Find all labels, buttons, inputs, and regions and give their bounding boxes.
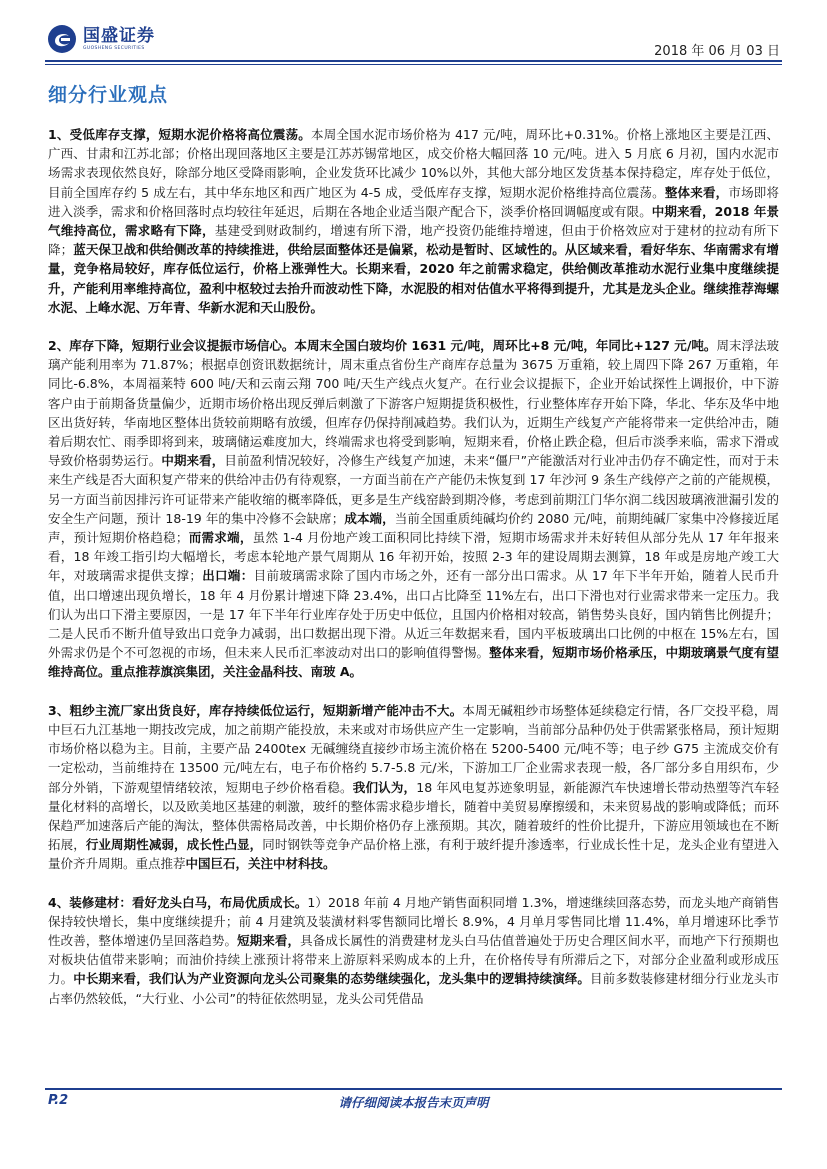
body-text: 目前多数装修建材细分行业龙头市占率仍然较低，“大行业、小公司”的特征依然明显，龙头公司凭借品 [48,971,779,1006]
body-text: 本周全国水泥市场价格为 417 元/吨，周环比+0.31%。价格上涨地区主要是江西、广西、甘肃和江苏北部；价格出现回落地区主要是江苏苏锡常地区，成交价格大幅回落 10 元/吨。进入 5 月底 6 月初，国内水泥市场需求表现依然良好，除部分地区受降雨影响，企业发货环比减少 10%以外，其他大部分地区发货基本保持稳定，库存处于低位，目前全国库存约 5 成左右，其中华东地区和西广地区为 4-5 成，受低库存支撑，短期水泥价格维持高位震荡。 [48,127,779,200]
footer-disclaimer: 请仔细阅读本报告末页声明 [338,1095,489,1110]
body-text: 目前玻璃需求除了国内市场之外，还有一部分出口需求。从 17 年下半年开始，随着人民币升值，出口增速出现负增长，18 年 4 月份累计增速下降 23.4%，出口占比降至 11%左右，出口下滑也对行业需求带来一定压力。我们认为出口下滑主要原因，一是 17 年下半年行业库存处于历史中低位，且国内价格相对较高，销售势头良好，国内销售比例提升；二是人民币不断升值导致出口竞争力减弱，出口数据出现下滑。从近三年数据来看，国内平板玻璃出口比例的中枢在 15%左右，国外需求仍是个不可忽视的市场，但未来人民币汇率波动对出口的影响值得警惕。 [48,568,779,661]
header-divider-thin [45,64,782,65]
bold-text: 而需求端， [188,530,253,546]
section-title: 细分行业观点 [48,84,169,106]
body-text: 基建受到财政制约，增速有所下滑，地产投资仍能维持增速，但由于价格效应对于建材的拉动有所下降； [48,223,779,258]
body-text: 目前盈利情况较好，冷修生产线复产加速，未来“僵尸”产能激活对行业冲击仍存不确定性，而对于未来生产线是否大面积复产带来的供给冲击仍有待观察，一方面当前在产产能仍未恢复到 17 年沙河 9 条生产线停产之前的产能规模，另一方面当前因排污许可证带来产能收缩的概率降低，更多是生产线窑龄到期冷修，考虑到前期江门华尔润二线因玻璃液泄漏引发的安全生产问题，预计 18-19 年的集中冷修不会缺席； [48,453,779,526]
body-text: 同时钢铁等竞争产品价格上涨，有利于玻纤提升渗透率，行业成长性十足，龙头企业有望进入量价齐升周期。重点推荐 [48,837,779,872]
body-text: 具备成长属性的消费建材龙头白马估值普遍处于历史合理区间水平，而地产下行预期也对板块估值带来影响；而油价持续上涨预计将带来上游原料采购成本的上升，在价格传导有所滞后之下，对部分企业盈利或形成压力。 [48,932,779,987]
bold-text: 中期来看， [161,453,225,469]
body-text: 当前全国重质纯碱均价约 2080 元/吨，前期纯碱厂家集中冷修接近尾声，预计短期价格趋稳； [48,510,779,546]
bold-text: 4、装修建材：看好龙头白马，布局优质成长。 [48,894,308,910]
bold-text: 中长期来看，我们认为产业资源向龙头公司聚集的态势继续强化，龙头集中的逻辑持续演绎。 [73,971,591,987]
brand-name: 国盛证券 [83,26,155,46]
bold-text: 行业周期性减弱，成长性凸显， [85,837,263,853]
body-text: 1）2018 年前 4 月地产销售面积同增 1.3%，增速继续回落态势，而龙头地产商销售保持较快增长，集中度继续提升；前 4 月建筑及装潢材料零售额同比增长 8.9%，4 月单月零售同比增 11.4%，单月增速环比季节性改善，整体增速仍呈回落趋势。 [48,894,779,948]
brand-logo [47,24,155,54]
header-divider [45,60,782,62]
bold-text: 短期来看， [237,932,301,948]
brand-subtitle: GUOSHENG SECURITIES [83,46,145,51]
body-text: 虽然 1-4 月份地产竣工面积同比持续下滑，短期市场需求并未好转但从部分先从 17 年年报来看，18 年竣工指引均大幅增长，考虑本轮地产景气周期从 16 年初开始，按照 2-3 年的建设周期去测算，18 年或是房地产竣工大年，对玻璃需求提供支撑； [48,530,779,584]
body-text: 周末浮法玻璃产能利用率为 71.87%；根据卓创资讯数据统计，周末重点省份生产商库存总量为 3675 万重箱，较上周四下降 267 万重箱，年同比-6.8%，本周福莱特 600 吨/天和云南云翔 700 吨/天生产线点火复产。在行业会议提振下，企业开始试探性上调报价，中下游客户由于前期备货量偏少，近期市场价格出现反弹后刺激了下游客户短期提货积极性，行业整体库存开始下降，华北、华东及华中地区出货好转，华南地区整体出货较前期略有放缓，但库存仍保持削减趋势。我们认为，近期生产线复产产能将带来一定供给冲击，随着后期农忙、雨季即将到来，玻璃储运难度加大，终端需求也将受到影响，短期来看，价格止跌企稳，但后市淡季来临，需求下滑或导致价格弱势运行。 [48,338,779,469]
report-body [48,125,779,1027]
bold-text: 整体来看， [664,184,729,200]
bold-text: 3、粗纱主流厂家出货良好，库存持续低位运行，短期新增产能冲击不大。 [48,702,463,718]
bold-text: 中期来看，2018 年景气维持高位，需求略有下降， [48,203,779,239]
bold-text: 出口端： [201,568,254,584]
body-text: 18 年风电复苏迹象明显，新能源汽车快速增长带动热塑等汽车轻量化材料的高增长，以及欧美地区基建的刺激，玻纤的整体需求稳步增长，随着中美贸易摩擦缓和，未来贸易战的影响或降低；而环保趋严加速落后产能的淘汰，整体供需格局改善，中长期价格仍存上涨预期。其次，随着玻纤的性价比提升，下游应用领域也在不断拓展， [48,779,779,853]
paragraph-2 [48,336,779,682]
report-date: 2018 年 06 月 03 日 [654,44,780,59]
bold-text: 我们认为， [352,779,417,795]
page-number: P.2 [48,1093,69,1108]
bold-text: 1、受低库存支撑，短期水泥价格将高位震荡。 [48,127,312,142]
body-text: 市场即将进入淡季，需求和价格回落时点均较往年延迟，后期在各地企业适当限产配合下，淡季价格回调幅度或有限。 [48,184,779,219]
bold-text: 中国巨石，关注中材科技。 [185,856,336,872]
footer-divider [45,1088,782,1090]
bold-text: 成本端， [344,510,395,526]
body-text: 本周无碱粗纱市场整体延续稳定行情，各厂交投平稳，周中巨石九江基地一期技改完成，加之前期产能投放，未来或对市场供应产生一定影响，当前部分品种仍处于供需紧张格局，预计短期市场价格以稳为主。目前，主要产品 2400tex 无碱缠绕直接纱市场主流价格在 5200-5400 元/吨不等；电子纱 G75 主流成交价有一定松动，当前维持在 13500 元/吨左右，电子布价格约 5.7-5.8 元/米，下游加工厂企业需求表现一般，各厂部分多自用织布，少部分外销，下游观望情绪较浓，短期电子纱价格看稳。 [48,702,779,795]
paragraph-4 [48,893,779,1008]
paragraph-3 [48,701,779,874]
guosheng-logo-icon [47,24,77,54]
bold-text: 2、库存下降，短期行业会议提振市场信心。本周末全国白玻均价 1631 元/吨，周环比+8 元/吨，年同比+127 元/吨。 [48,338,717,354]
paragraph-1 [48,125,779,317]
bold-text: 整体来看，短期市场价格承压，中期玻璃景气度有望维持高位。重点推荐旗滨集团，关注金晶科技、南玻 A。 [48,645,779,680]
bold-text: 蓝天保卫战和供给侧改革的持续推进，供给层面整体还是偏紧，松动是暂时、区域性的。从区域来看，看好华东、华南需求有增量，竞争格局较好，库存低位运行，价格上涨弹性大。长期来看，2020 年之前需求稳定，供给侧改革推动水泥行业集中度继续提升，产能利用率维持高位，盈利中枢较过去抬升而波动性下降，水泥股的相对估值水平将得到提升，尤其是龙头企业。继续推荐海螺水泥、上峰水泥、万年青、华新水泥和天山股份。 [48,242,779,315]
